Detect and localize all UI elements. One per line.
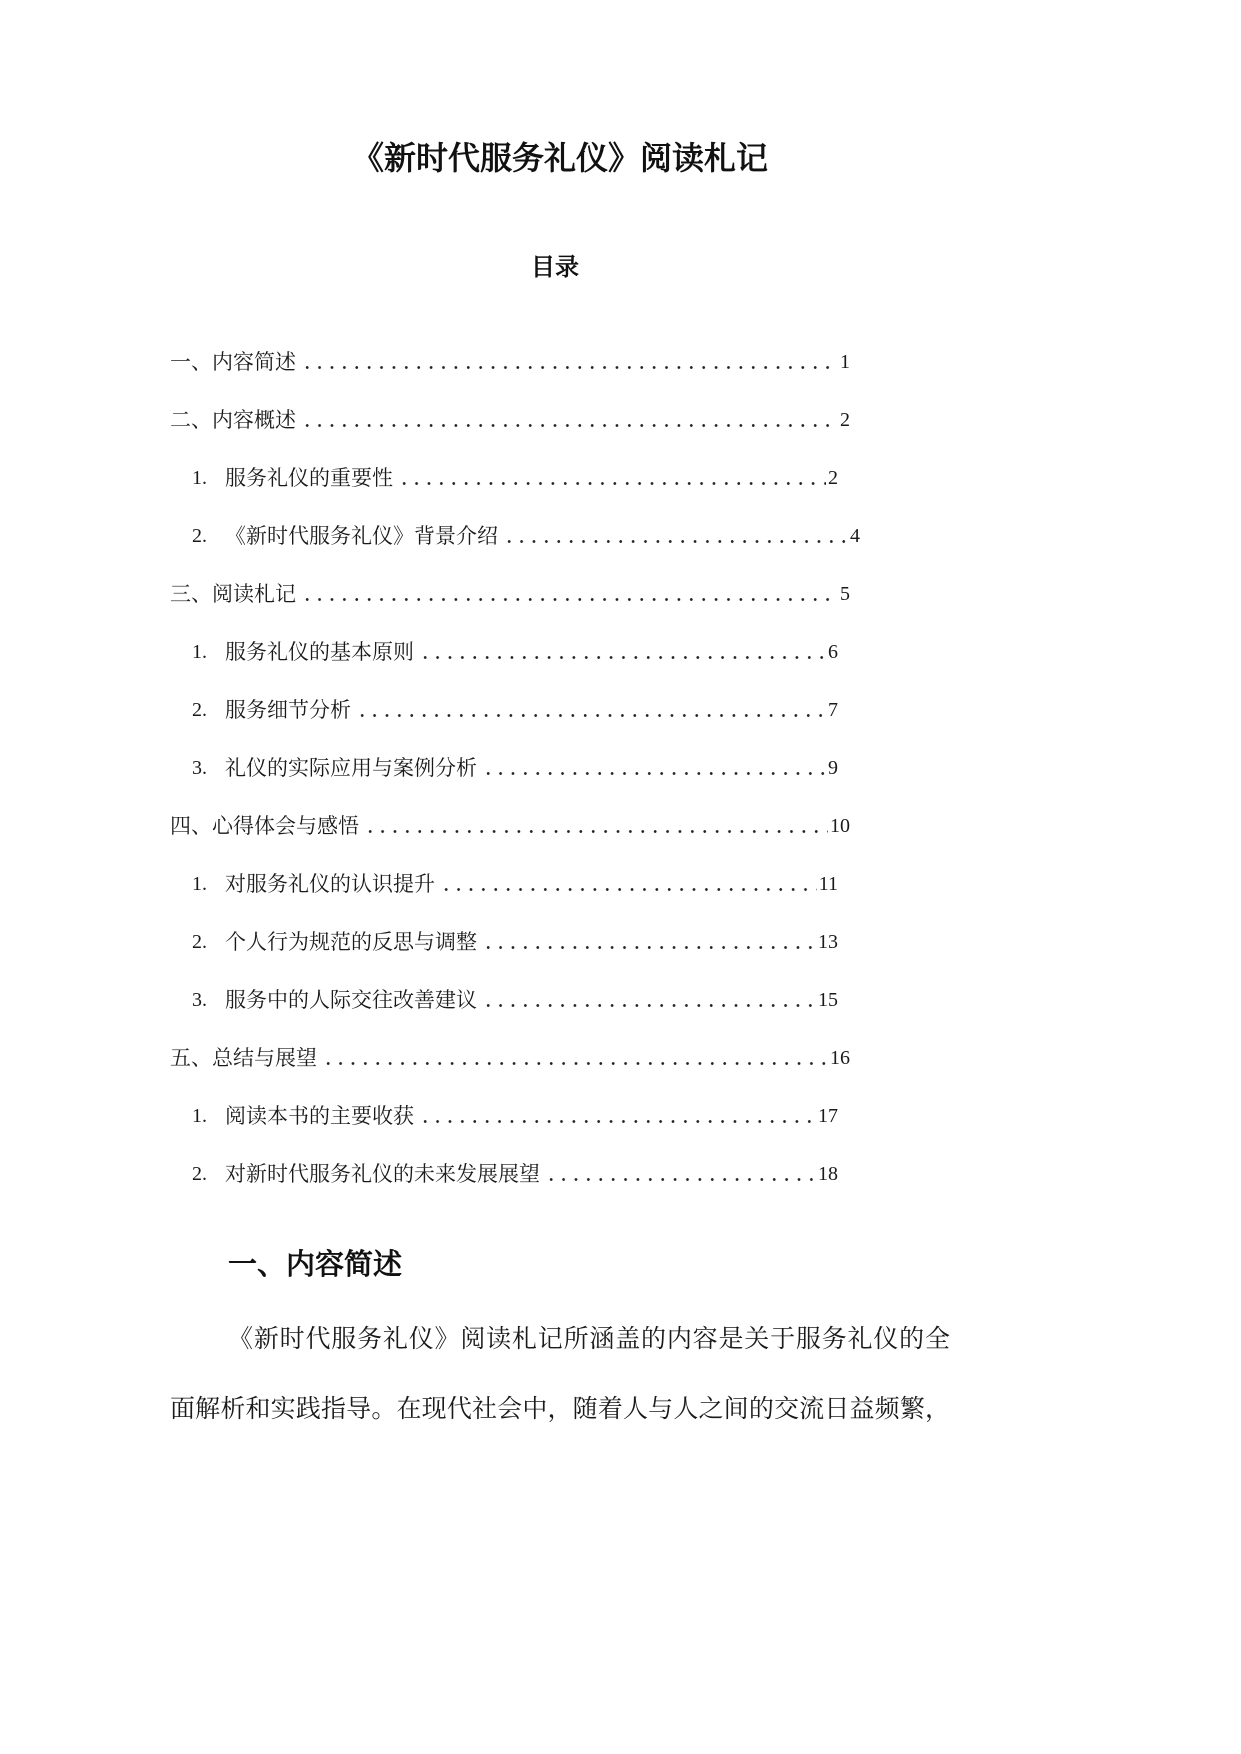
toc-entry-number: 1. — [192, 1105, 207, 1127]
toc-entry-label: 服务细节分析 — [225, 698, 351, 722]
toc-entry-label: 阅读本书的主要收获 — [225, 1104, 414, 1128]
toc-page-number: 9 — [828, 757, 838, 779]
toc-leader-dots — [417, 623, 826, 681]
toc-subentry[interactable] — [170, 913, 838, 971]
toc-page-number: 16 — [830, 1047, 850, 1069]
toc-entry-number: 1. — [192, 467, 207, 489]
toc-entry-label: 一、内容简述 — [170, 350, 296, 374]
toc-subentry[interactable] — [170, 449, 838, 507]
toc-page-number: 5 — [840, 583, 850, 605]
toc-entry[interactable] — [170, 1029, 850, 1087]
toc-page-number: 15 — [818, 989, 838, 1011]
toc-page-number: 1 — [840, 351, 850, 373]
toc-entry[interactable] — [170, 333, 850, 391]
toc-entry-label: 服务礼仪的重要性 — [225, 466, 393, 490]
toc-page-number: 4 — [850, 525, 860, 547]
toc-entry-label: 服务中的人际交往改善建议 — [225, 988, 477, 1012]
toc-entry-number: 1. — [192, 873, 207, 895]
toc-leader-dots — [299, 333, 838, 391]
toc-subentry[interactable] — [170, 1087, 838, 1145]
toc-subentry[interactable] — [170, 739, 838, 797]
toc-subentry[interactable] — [170, 623, 838, 681]
table-of-contents — [170, 333, 870, 1203]
toc-leader-dots — [354, 681, 826, 739]
toc-leader-dots — [543, 1145, 816, 1203]
toc-entry-label: 个人行为规范的反思与调整 — [225, 930, 477, 954]
toc-entry-number: 3. — [192, 757, 207, 779]
toc-leader-dots — [480, 913, 816, 971]
document-title: 《新时代服务礼仪》阅读札记 — [351, 140, 768, 176]
paragraph-line: 面解析和实践指导。在现代社会中，随着人与人之间的交流日益频繁， — [170, 1396, 950, 1423]
toc-entry-label: 二、内容概述 — [170, 408, 296, 432]
toc-leader-dots — [299, 565, 838, 623]
toc-leader-dots — [320, 1029, 828, 1087]
toc-entry-label: 对新时代服务礼仪的未来发展展望 — [225, 1162, 540, 1186]
toc-entry-label: 《新时代服务礼仪》背景介绍 — [225, 524, 498, 548]
toc-subentry[interactable] — [170, 507, 860, 565]
toc-leader-dots — [396, 449, 826, 507]
toc-entry-number: 1. — [192, 641, 207, 663]
toc-page-number: 11 — [818, 873, 838, 895]
toc-subentry[interactable] — [170, 971, 838, 1029]
toc-leader-dots — [299, 391, 838, 449]
toc-leader-dots — [480, 739, 826, 797]
toc-entry-number: 2. — [192, 525, 207, 547]
toc-leader-dots — [480, 971, 816, 1029]
toc-page-number: 17 — [818, 1105, 838, 1127]
toc-subentry[interactable] — [170, 855, 838, 913]
toc-heading: 目录 — [531, 254, 579, 281]
toc-page-number: 18 — [818, 1163, 838, 1185]
toc-page-number: 2 — [828, 467, 838, 489]
toc-entry-label: 四、心得体会与感悟 — [170, 814, 359, 838]
toc-leader-dots — [417, 1087, 816, 1145]
paragraph-line: 《新时代服务礼仪》阅读札记所涵盖的内容是关于服务礼仪的全 — [228, 1326, 950, 1353]
toc-entry-label: 服务礼仪的基本原则 — [225, 640, 414, 664]
body-paragraph — [170, 1305, 950, 1445]
toc-entry-label: 三、阅读札记 — [170, 582, 296, 606]
toc-entry[interactable] — [170, 391, 850, 449]
toc-entry-number: 2. — [192, 699, 207, 721]
section-heading: 一、内容简述 — [228, 1249, 403, 1281]
toc-page-number: 2 — [840, 409, 850, 431]
toc-entry-label: 对服务礼仪的认识提升 — [225, 872, 435, 896]
toc-leader-dots — [501, 507, 848, 565]
toc-page-number: 7 — [828, 699, 838, 721]
toc-entry[interactable] — [170, 797, 850, 855]
toc-entry-label: 礼仪的实际应用与案例分析 — [225, 756, 477, 780]
toc-page-number: 6 — [828, 641, 838, 663]
toc-subentry[interactable] — [170, 681, 838, 739]
toc-leader-dots — [362, 797, 828, 855]
toc-subentry[interactable] — [170, 1145, 838, 1203]
toc-entry-label: 五、总结与展望 — [170, 1046, 317, 1070]
toc-leader-dots — [438, 855, 817, 913]
toc-entry-number: 2. — [192, 931, 207, 953]
toc-entry[interactable] — [170, 565, 850, 623]
toc-page-number: 10 — [830, 815, 850, 837]
toc-page-number: 13 — [818, 931, 838, 953]
toc-entry-number: 2. — [192, 1163, 207, 1185]
toc-entry-number: 3. — [192, 989, 207, 1011]
